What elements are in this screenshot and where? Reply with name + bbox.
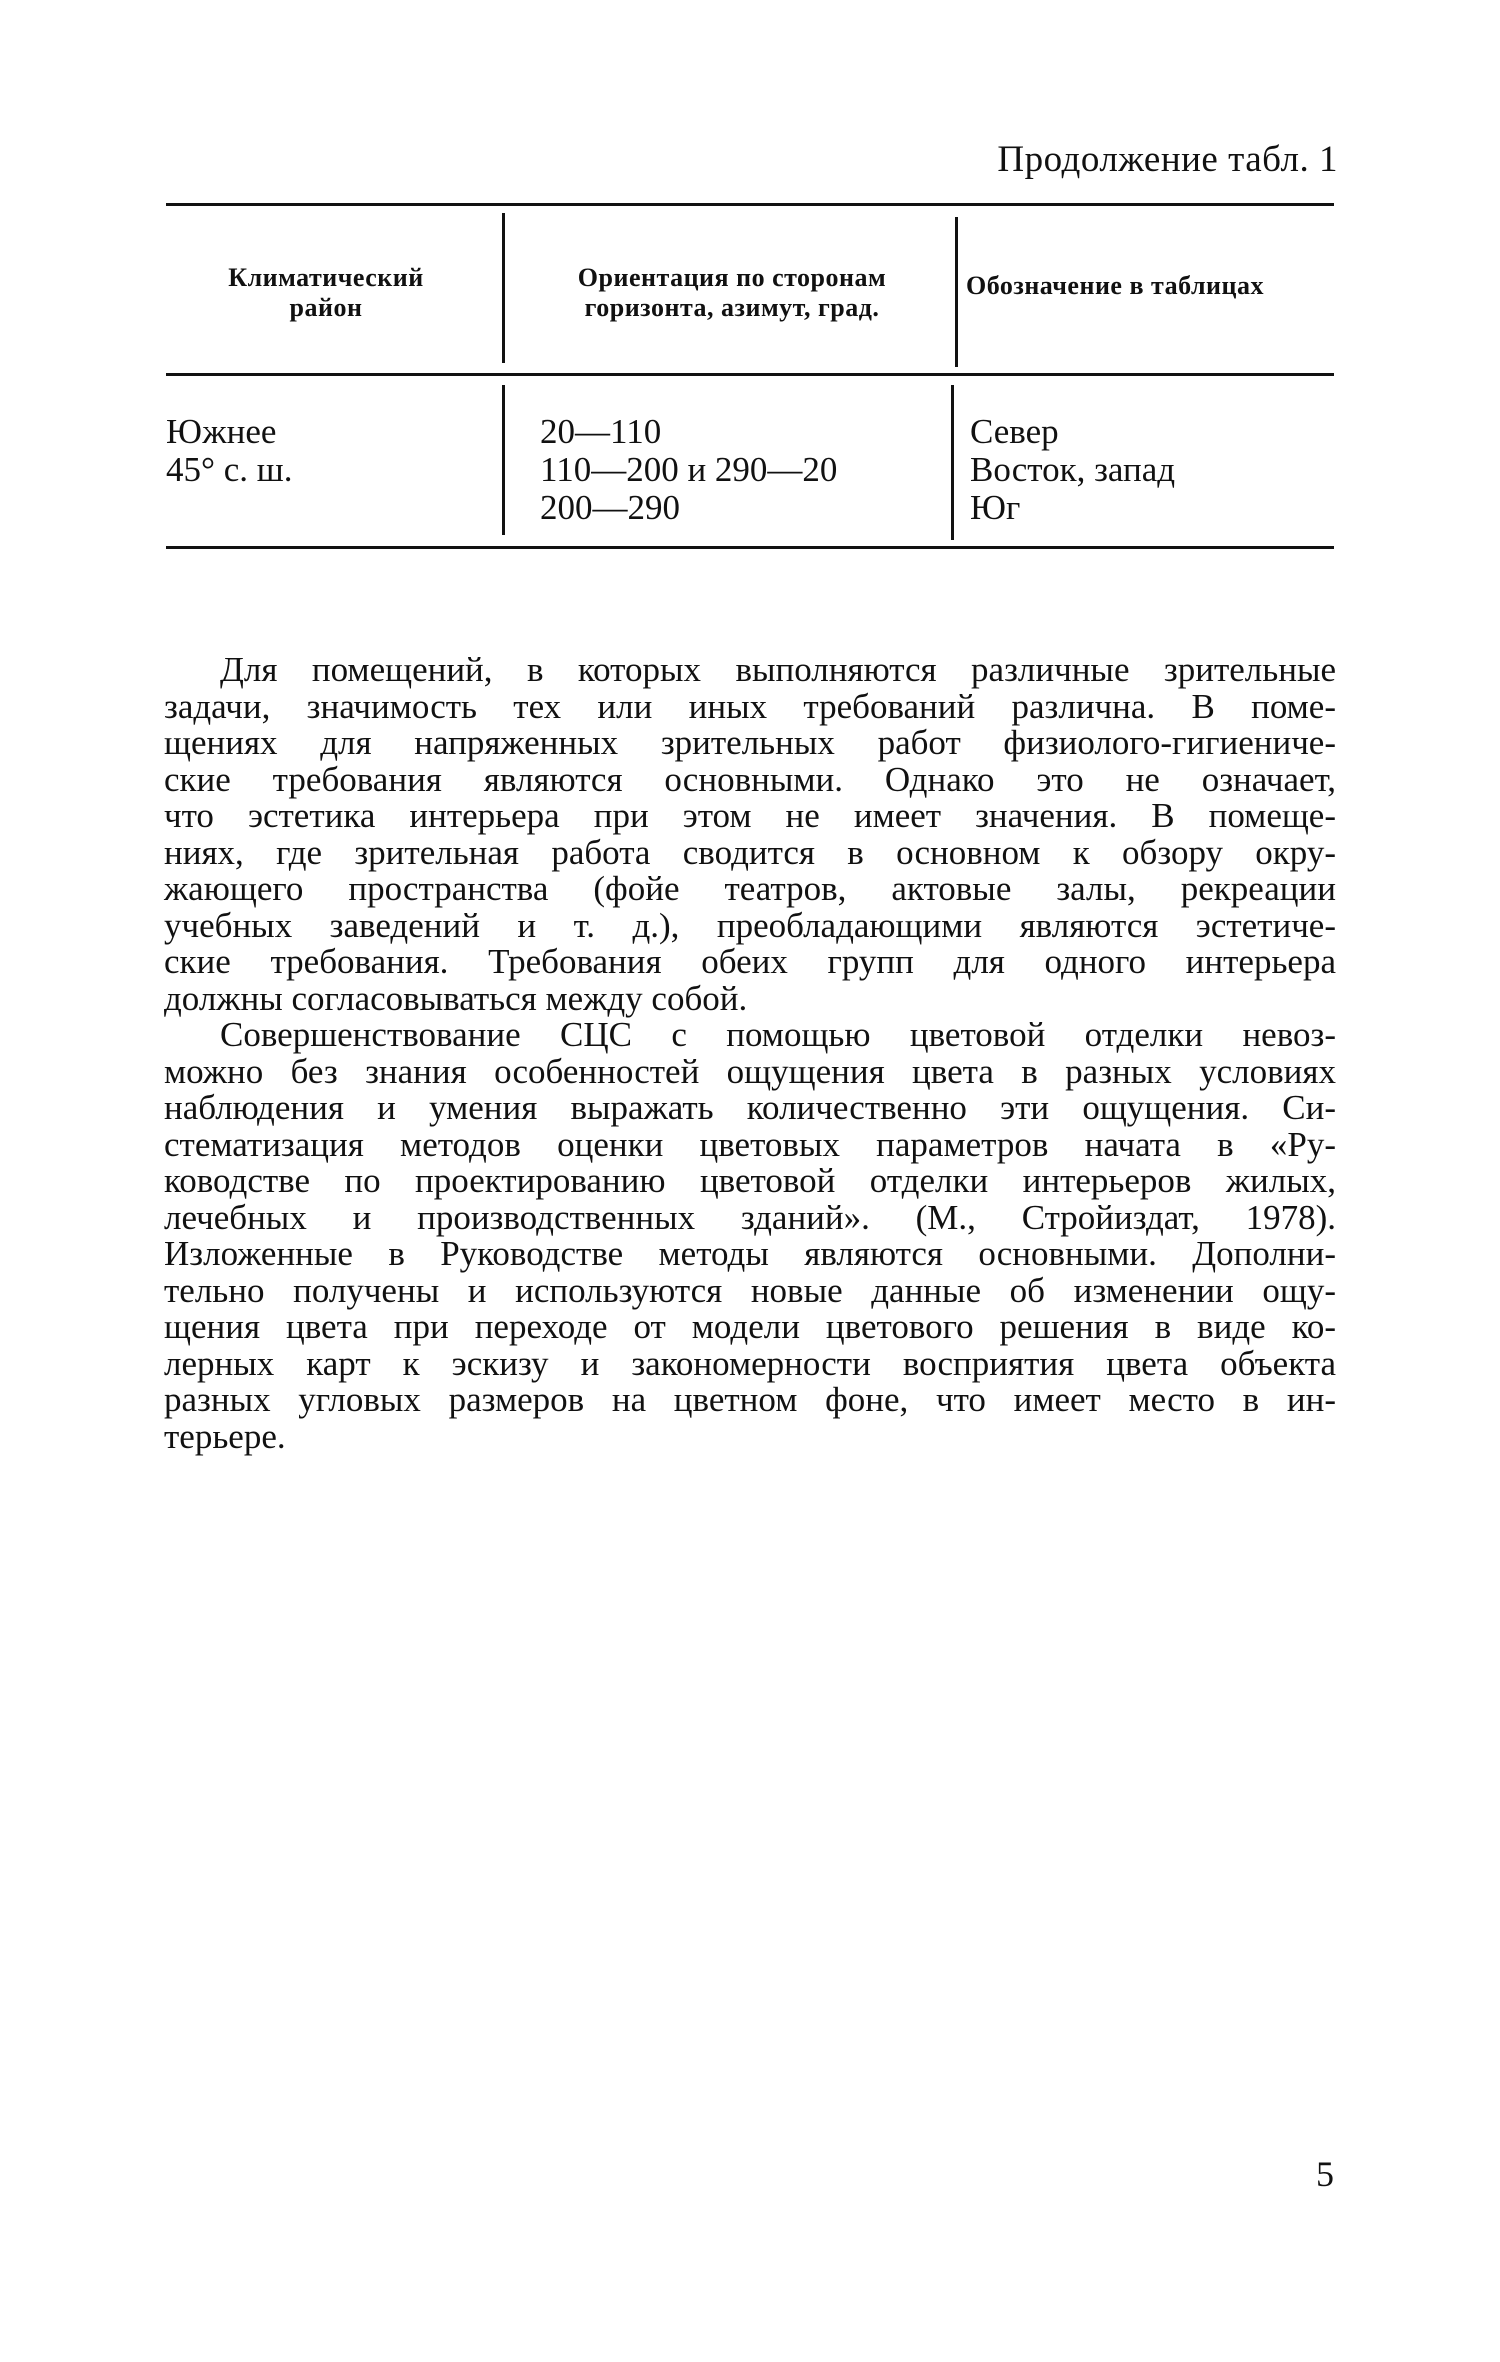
header-climatic-region: [166, 263, 486, 323]
header-line: Обозначение в таблицах: [966, 271, 1265, 300]
text-line: Для помещений, в которых выполняются различные зрительные: [220, 650, 1336, 689]
cell-climatic-region: [166, 413, 486, 489]
cell-line: 110—200 и 290—20: [540, 450, 838, 489]
text-line: стематизация методов оценки цветовых параметров начата в «Ру-: [164, 1124, 1336, 1164]
header-line: район: [289, 293, 363, 322]
text-line: щениях для напряженных зрительных работ физиолого-гигиениче-: [164, 723, 1336, 762]
text-line: разных угловых размеров на цветном фоне, что имеет место в ин-: [164, 1380, 1336, 1419]
text-line: ские требования являются основными. Однако это не означает,: [164, 759, 1336, 799]
cell-line: Юг: [970, 488, 1021, 527]
body-text: [164, 652, 1336, 1455]
column-divider: [955, 217, 958, 367]
header-line: Климатический: [228, 263, 424, 292]
text-line: щения цвета при переходе от модели цветового решения в виде ко-: [164, 1307, 1336, 1346]
text-line: ские требования. Требования обеих групп для одного интерьера: [164, 942, 1336, 981]
text-line: жающего пространства (фойе театров, актовые залы, рекреации: [164, 869, 1336, 908]
cell-orientation: [540, 413, 940, 527]
cell-designation: [970, 413, 1334, 527]
table-header-rule: [166, 373, 1334, 376]
table-continuation-caption: Продолжение табл. 1: [997, 139, 1338, 180]
column-divider: [951, 385, 954, 540]
text-line: тельно получены и используются новые данные об изменении ощу-: [164, 1270, 1336, 1310]
text-line: терьере.: [164, 1416, 286, 1456]
header-designation: [966, 271, 1334, 301]
cell-line: Север: [970, 412, 1059, 451]
column-divider: [502, 213, 505, 363]
text-line: ниях, где зрительная работа сводится в основном к обзору окру-: [164, 832, 1336, 872]
cell-line: 200—290: [540, 488, 680, 527]
table-top-rule: [166, 203, 1334, 206]
cell-line: Восток, запад: [970, 450, 1176, 489]
cell-line: Южнее: [166, 412, 277, 451]
text-line: ководстве по проектированию цветовой отделки интерьеров жилых,: [164, 1161, 1336, 1200]
page-number: 5: [1316, 2154, 1334, 2194]
text-line: задачи, значимость тех или иных требований различна. В поме-: [164, 686, 1336, 726]
header-orientation: [522, 263, 942, 323]
text-line: учебных заведений и т. д.), преобладающими являются эстетиче-: [164, 905, 1336, 945]
paragraph: [164, 1017, 1336, 1455]
cell-line: 20—110: [540, 412, 662, 451]
text-line: Совершенствование СЦС с помощью цветовой отделки невоз-: [220, 1015, 1336, 1054]
text-line: можно без знания особенностей ощущения цвета в разных условиях: [164, 1051, 1336, 1091]
header-line: горизонта, азимут, град.: [584, 293, 880, 322]
text-line: лерных карт к эскизу и закономерности восприятия цвета объекта: [164, 1343, 1336, 1383]
paragraph: [164, 652, 1336, 1017]
column-divider: [502, 385, 505, 535]
text-line: что эстетика интерьера при этом не имеет значения. В помеще-: [164, 796, 1336, 835]
cell-line: 45° с. ш.: [166, 450, 293, 489]
table-bottom-rule: [166, 546, 1334, 549]
header-line: Ориентация по сторонам: [577, 263, 887, 292]
text-line: наблюдения и умения выражать количественно эти ощущения. Си-: [164, 1088, 1336, 1127]
text-line: должны согласовываться между собой.: [164, 978, 748, 1018]
text-line: Изложенные в Руководстве методы являются основными. Дополни-: [164, 1234, 1336, 1273]
text-line: лечебных и производственных зданий». (М., Стройиздат, 1978).: [164, 1197, 1336, 1237]
